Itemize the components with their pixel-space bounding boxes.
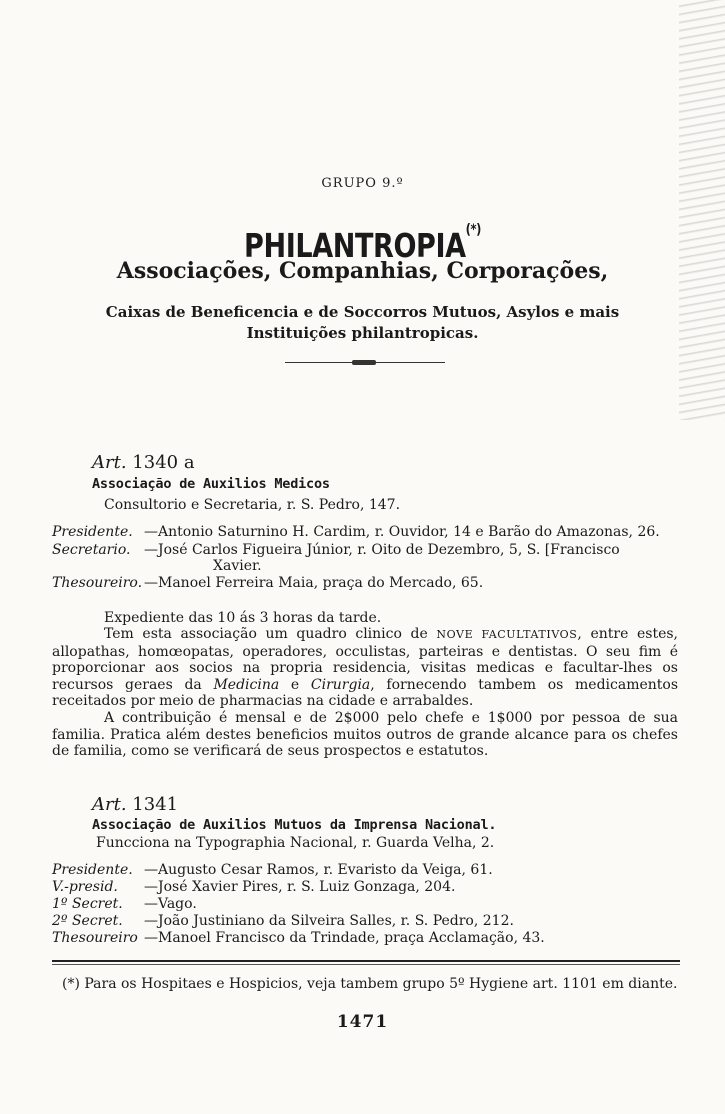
officer-line: Presidente. —Antonio Saturnino H. Cardim, r. Ouvidor, 14 e Barão do Amazonas, 26. bbox=[52, 524, 660, 540]
group-heading: GRUPO 9.º bbox=[321, 176, 404, 191]
officer-line: 2º Secret. —João Justiniano da Silveira Salles, r. S. Pedro, 212. bbox=[52, 913, 514, 929]
association-address-1341: Funcciona na Typographia Nacional, r. Guarda Velha, 2. bbox=[96, 835, 495, 851]
officer-line: V.-presid. —José Xavier Pires, r. S. Luiz Gonzaga, 204. bbox=[52, 879, 456, 895]
article-paragraph-2: A contribuição é mensal e de 2$000 pelo chefe e 1$000 por pessoa de sua familia. Pratica além destes beneficios muitos outros de grande alcance para os chefes de familia, como se verificará de seus prospectos e estatutos. bbox=[52, 710, 678, 759]
article-paragraph-1: Tem esta associação um quadro clinico de NOVE FACULTATIVOS, entre estes, allopathas, homœopatas, operadores, occulistas, parteiras e dentistas. O seu fim é proporcionar aos socios na propria residencia, visitas medicas e facultar-lhes os recursos geraes da Medicina e Cirurgia, fornecendo tambem os medicamentos receitados por meio de pharmacias na cidade e arrabaldes. bbox=[52, 626, 679, 709]
association-name-1341: Associação de Auxilios Mutuos da Imprensa Nacional. bbox=[92, 817, 497, 833]
officer-line: Thesoureiro —Manoel Francisco da Trindade, praça Acclamação, 43. bbox=[52, 930, 545, 946]
officer-line-continuation: Xavier. bbox=[213, 558, 262, 574]
officer-line: Secretario. —José Carlos Figueira Júnior, r. Oito de Dezembro, 5, S. [Francisco bbox=[52, 542, 620, 558]
page-number: 1471 bbox=[336, 1012, 389, 1032]
office-hours: Expediente das 10 ás 3 horas da tarde. bbox=[104, 610, 382, 626]
section-subtitle: Associações, Companhias, Corporações, bbox=[116, 258, 609, 284]
page-edge-scan-noise bbox=[679, 0, 725, 420]
article-label-1341: Art. 1341 bbox=[92, 794, 179, 815]
description-line-2: Instituições philantropicas. bbox=[246, 324, 479, 342]
officer-line: Presidente. —Augusto Cesar Ramos, r. Evaristo da Veiga, 61. bbox=[52, 862, 493, 878]
association-address-1340a: Consultorio e Secretaria, r. S. Pedro, 147. bbox=[104, 497, 401, 513]
officer-line: 1º Secret. —Vago. bbox=[52, 896, 197, 912]
footnote-rule bbox=[52, 960, 680, 962]
divider-ornament bbox=[352, 360, 376, 365]
article-label-1340a: Art. 1340 a bbox=[92, 452, 195, 473]
footnote-rule-thin bbox=[52, 964, 680, 965]
description-line-1: Caixas de Beneficencia e de Soccorros Mutuos, Asylos e mais bbox=[105, 303, 620, 321]
association-name-1340a: Associação de Auxilios Medicos bbox=[92, 476, 330, 492]
title-footnote-mark: (*) bbox=[465, 222, 481, 238]
section-description bbox=[0, 302, 725, 344]
title-text: PHILANTROPIA bbox=[244, 226, 466, 265]
footnote: (*) Para os Hospitaes e Hospicios, veja tambem grupo 5º Hygiene art. 1101 em diante. bbox=[62, 976, 678, 992]
officer-line: Thesoureiro. —Manoel Ferreira Maia, praça do Mercado, 65. bbox=[52, 575, 484, 591]
